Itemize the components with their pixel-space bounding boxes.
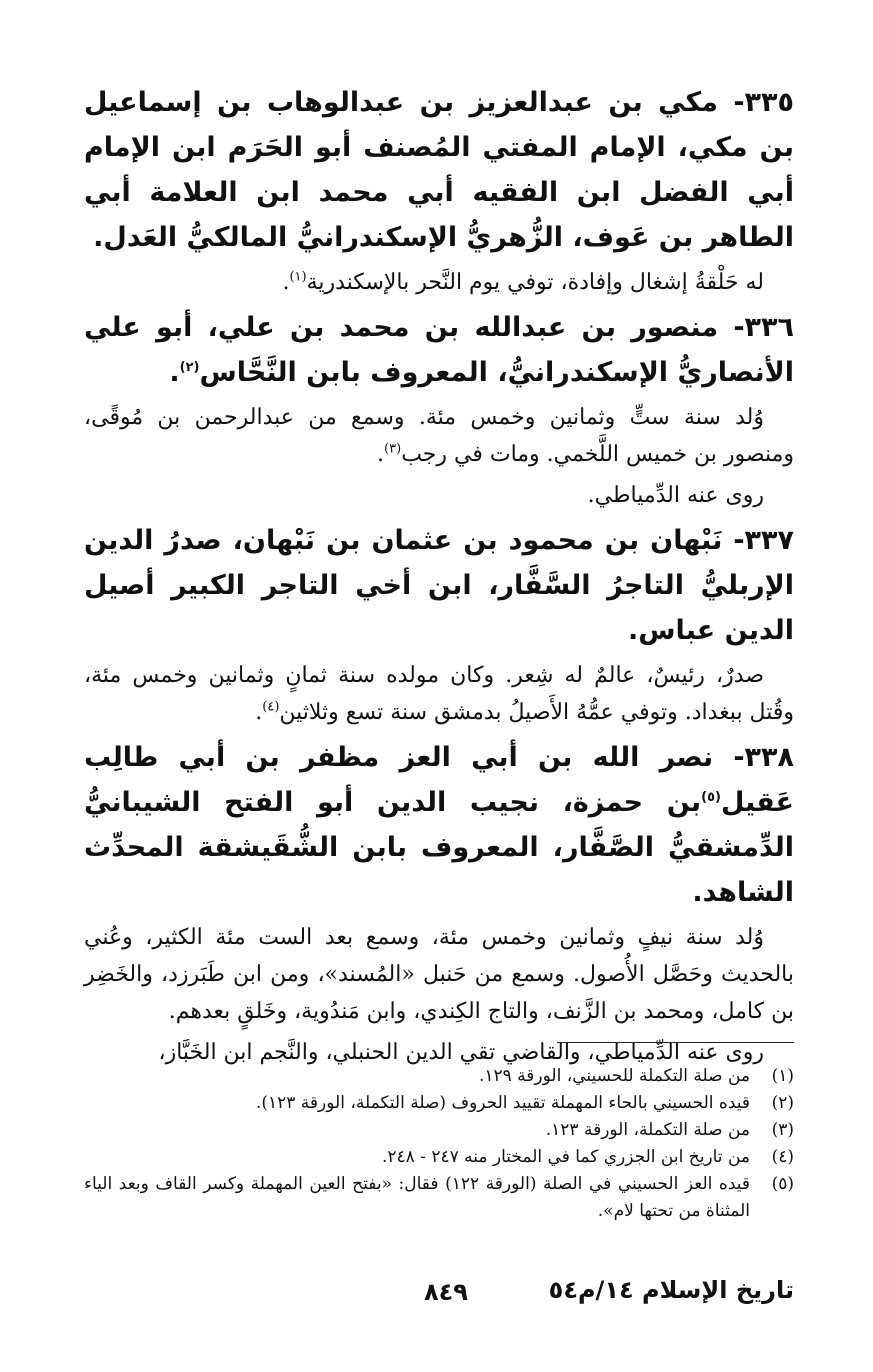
entry-number: ٣٣٥: [744, 87, 794, 118]
footnote-number: (٤): [771, 1147, 794, 1167]
entry-heading-text: - نصر الله بن أبي العز مظفر بن أبي طالِب عَقيل: [84, 742, 794, 818]
footnote-ref[interactable]: (١): [289, 269, 307, 285]
footnote-text: قيده العز الحسيني في الصلة (الورقة ١٢٢) فقال: «بفتح العين المهملة وكسر القاف وبعد الياء المثناة من تحتها لام».: [84, 1174, 751, 1221]
footnote-number: (٥): [771, 1174, 794, 1194]
entry-heading: [84, 518, 794, 653]
paragraph-end: .: [282, 270, 290, 295]
footnote-text: من صلة التكملة للحسيني، الورقة ١٢٩.: [478, 1066, 750, 1086]
footnote-ref[interactable]: (٤): [262, 699, 280, 715]
entry-number: ٣٣٦: [744, 312, 794, 343]
heading-end: .: [169, 357, 180, 388]
entry-paragraph: [84, 919, 794, 1030]
entry-paragraph: [84, 657, 794, 731]
footnote-item: [84, 1117, 794, 1144]
footnote-number: (٢): [771, 1093, 794, 1113]
paragraph-text: روى عنه الدِّمياطي، والقاضي تقي الدين الحنبلي، والنَّجم ابن الخَبَّاز،: [158, 1040, 764, 1065]
heading-continuation: بن حمزة، نجيب الدين أبو الفتح الشيبانيُّ الدِّمشقيُّ الصَّفَّار، المعروف بابن الشُّقَيشقة المحدِّث الشاهد.: [84, 787, 794, 908]
page-body: [84, 80, 794, 1075]
footnote-text: من تاريخ ابن الجزري كما في المختار منه ٢٤٧ - ٢٤٨.: [381, 1147, 750, 1167]
footnote-divider: [557, 1042, 794, 1043]
footer-signature: تاريخ الإسلام ١٤/م٥٤: [548, 1276, 794, 1304]
footnote-item: [84, 1144, 794, 1171]
paragraph-end: .: [255, 700, 263, 725]
paragraph-text: صدرٌ، رئيسٌ، عالمٌ له شِعر. وكان مولده سنة ثمانٍ وثمانين وخمس مئة، وقُتل ببغداد. وتوفي عمُّهُ الأَصيلُ بدمشق سنة تسع وثلاثين: [84, 663, 794, 725]
entry-paragraph: [84, 477, 794, 514]
paragraph-text: وُلد سنة ستٍّ وثمانين وخمس مئة. وسمع من عبدالرحمن بن مُوقًى، ومنصور بن خميس اللَّخمي. ومات في رجب: [84, 405, 794, 467]
paragraph-text: له حَلْقةُ إشغال وإفادة، توفي يوم النَّحر بالإسكندرية: [306, 270, 764, 295]
footnote-ref[interactable]: (٢): [179, 360, 200, 375]
paragraph-text: روى عنه الدِّمياطي.: [587, 483, 764, 508]
footnote-ref[interactable]: (٥): [701, 790, 721, 805]
entry-paragraph: [84, 264, 794, 301]
footnote-item: [84, 1063, 794, 1090]
footnote-item: [84, 1171, 794, 1225]
entry-paragraph: [84, 399, 794, 473]
entry-heading-text: - مكي بن عبدالعزيز بن عبدالوهاب بن إسماعيل بن مكي، الإمام المفتي المُصنف أبو الحَرَم ابن الإمام أبي الفضل ابن الفقيه أبي محمد ابن العلامة أبي الطاهر بن عَوف، الزُّهريُّ الإسكندرانيُّ المالكيُّ العَدل.: [84, 87, 794, 253]
footnotes-section: [84, 1042, 794, 1225]
entry-heading: [84, 305, 794, 395]
paragraph-text: وُلد سنة نيفٍ وثمانين وخمس مئة، وسمع بعد الست مئة الكثير، وعُني بالحديث وحَصَّل الأُصول. وسمع من حَنبل «المُسند»، ومن ابن طَبَرزد، والخَضِر بن كامل، ومحمد بن الزَّنف، والتاج الكِندي، وابن مَندُوية، وخَلقٍ بعدهم.: [84, 925, 794, 1024]
entry-heading: [84, 80, 794, 260]
footnote-number: (١): [771, 1066, 794, 1086]
paragraph-end: .: [377, 442, 385, 467]
entry-number: ٣٣٧: [744, 525, 794, 556]
page-number: ٨٤٩: [424, 1278, 468, 1306]
entry-heading-text: - منصور بن عبدالله بن محمد بن علي، أبو علي الأنصاريُّ الإسكندرانيُّ، المعروف بابن النَّحَّاس: [84, 312, 794, 388]
entry-heading-text: - نَبْهان بن محمود بن عثمان بن نَبْهان، صدرُ الدين الإربليُّ التاجرُ السَّفَّار، ابن أخي التاجر الكبير أصيل الدين عباس.: [84, 525, 794, 646]
entry-number: ٣٣٨: [744, 742, 794, 773]
footnote-text: من صلة التكملة، الورقة ١٢٣.: [545, 1120, 750, 1140]
footnote-text: قيده الحسيني بالحاء المهملة تقييد الحروف (صلة التكملة، الورقة ١٢٣).: [255, 1093, 750, 1113]
entry-heading: [84, 735, 794, 915]
footnote-number: (٣): [771, 1120, 794, 1140]
page-footer: [84, 1272, 794, 1312]
footnote-item: [84, 1090, 794, 1117]
footnote-ref[interactable]: (٣): [384, 441, 402, 457]
